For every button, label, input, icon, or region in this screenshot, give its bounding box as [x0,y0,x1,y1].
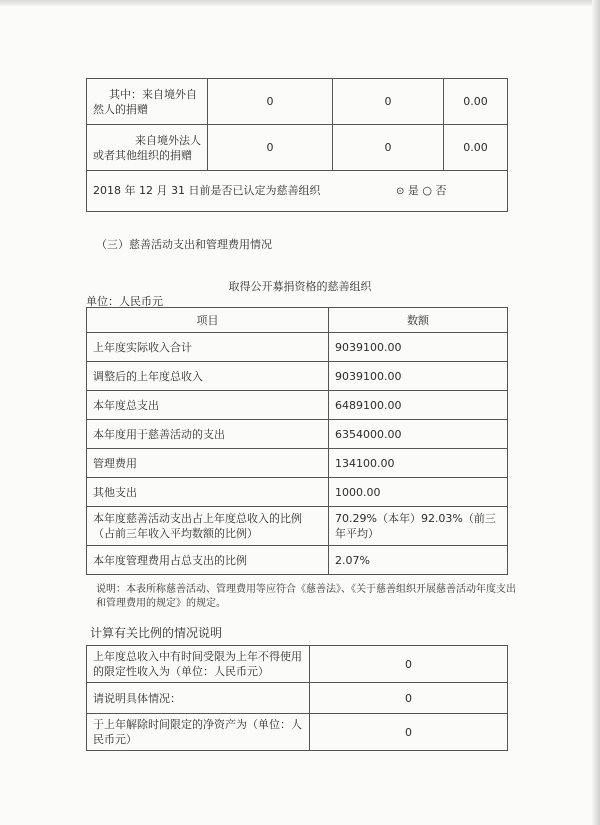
recognition-cell [87,171,508,212]
overseas-donation-table [86,78,508,212]
table-row [87,683,508,714]
charity-expense-table [86,307,508,575]
section-heading: （三）慈善活动支出和管理费用情况 [96,238,272,251]
table-row [87,333,508,362]
recognition-options [396,183,447,199]
table-row [87,362,508,391]
column-header-item: 项目 [87,308,329,333]
row-value: 0 [310,683,508,714]
radio-selected-icon[interactable]: ⊙ [395,186,405,197]
row-label: 于上年解除时间限定的净资产为（单位：人民币元） [87,714,310,751]
table-row [87,478,508,507]
table-row [87,507,508,546]
unit-label: 单位：人民币元 [86,295,163,308]
row-label: 本年度总支出 [87,391,329,420]
table-row [87,646,508,683]
cell-value: 0 [208,79,333,125]
row-label: 调整后的上年度总收入 [87,362,329,391]
scan-right-edge [592,0,600,825]
row-value: 6489100.00 [329,391,508,420]
table-row [87,125,508,171]
cell-value: 0 [333,79,444,125]
row-value: 70.29%（本年）92.03%（前三年平均） [329,507,508,546]
row-value: 6354000.00 [329,420,508,449]
row-value: 0 [310,714,508,751]
calc-section-heading: 计算有关比例的情况说明 [90,626,223,640]
row-label: 其中：来自境外自然人的捐赠 [87,79,208,125]
recognition-row [87,171,508,212]
row-label: 请说明具体情况： [87,683,310,714]
table-title: 取得公开募捐资格的慈善组织 [228,280,372,293]
recognition-question: 2018 年 12 月 31 日前是否已认定为慈善组织 [93,184,321,197]
cell-value: 0 [333,125,444,171]
table-row [87,449,508,478]
row-label: 上年度总收入中有时间受限为上年不得使用的限定性收入为（单位：人民币元） [87,646,310,683]
row-value: 0 [310,646,508,683]
table-note: 说明：本表所称慈善活动、管理费用等应符合《慈善法》、《关于慈善组织开展慈善活动年度支出和管理费用的规定》的规定。 [96,584,516,609]
column-header-amount: 数额 [329,308,508,333]
row-label: 本年度慈善活动支出占上年度总收入的比例（占前三年收入平均数额的比例） [87,507,329,546]
cell-value: 0.00 [444,79,508,125]
table-row [87,79,508,125]
row-label: 管理费用 [87,449,329,478]
radio-unselected-icon[interactable]: ○ [422,184,432,197]
row-value: 2.07% [329,546,508,575]
option-no-label: 否 [435,184,447,197]
scan-top-edge [0,0,600,6]
row-value: 9039100.00 [329,333,508,362]
table-row [87,546,508,575]
row-label: 本年度管理费用占总支出的比例 [87,546,329,575]
ratio-explanation-table [86,645,508,751]
table-row [87,714,508,751]
row-value: 1000.00 [329,478,508,507]
row-value: 9039100.00 [329,362,508,391]
row-label: 来自境外法人或者其他组织的捐赠 [87,125,208,171]
cell-value: 0 [208,125,333,171]
table-row [87,391,508,420]
row-label: 其他支出 [87,478,329,507]
row-label: 本年度用于慈善活动的支出 [87,420,329,449]
row-label: 上年度实际收入合计 [87,333,329,362]
cell-value: 0.00 [444,125,508,171]
option-yes-label: 是 [407,184,419,197]
table-header [87,308,508,333]
row-value: 134100.00 [329,449,508,478]
table-row [87,420,508,449]
